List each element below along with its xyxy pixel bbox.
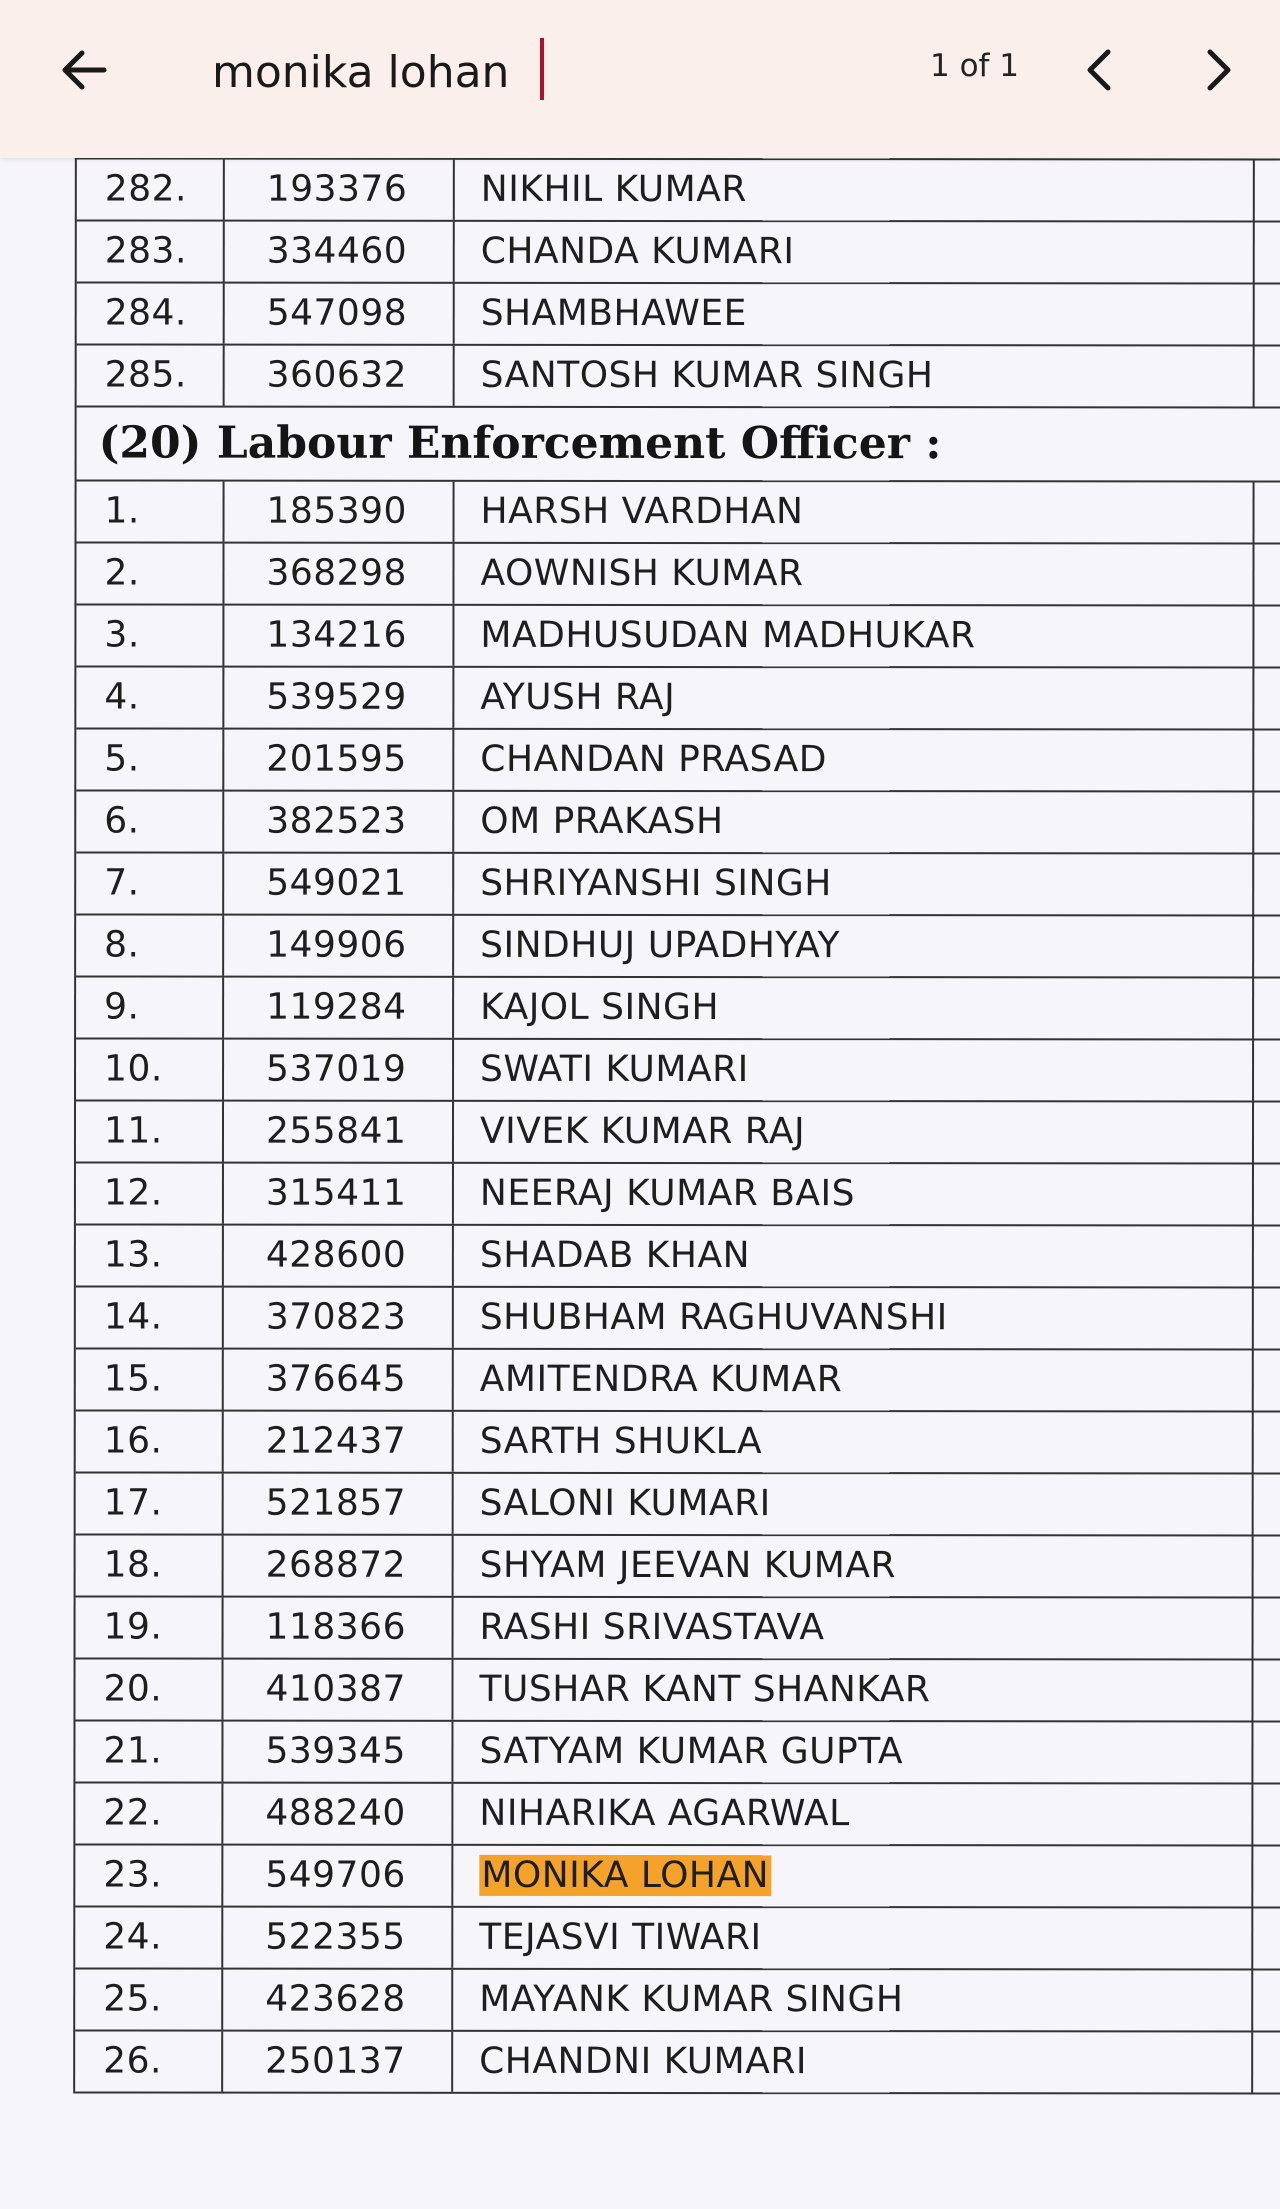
serial-number: 19.	[103, 1606, 163, 1648]
roll-number: 488240	[221, 1784, 451, 1844]
roll-number: 521857	[222, 1474, 452, 1534]
roll-number: 119284	[222, 978, 452, 1038]
roll-number: 423628	[221, 1970, 451, 2030]
candidate-name: SATYAM KUMAR GUPTA	[451, 1722, 1280, 1783]
table-row	[76, 915, 1280, 978]
table-row	[77, 481, 1280, 544]
next-match-button[interactable]	[1178, 30, 1258, 110]
serial-number: 284.	[104, 292, 187, 334]
table-row	[76, 605, 1280, 668]
candidate-name: SHRIYANSHI SINGH	[452, 854, 1280, 915]
roll-number: 376645	[222, 1350, 452, 1410]
table-row	[76, 1597, 1280, 1660]
serial-number: 4.	[104, 676, 140, 718]
serial-number: 12.	[103, 1172, 163, 1214]
serial-number: 1.	[104, 490, 140, 532]
table-edge-column	[1251, 1723, 1280, 1783]
arrow-left-icon	[58, 44, 110, 96]
candidate-name: SWATI KUMARI	[452, 1040, 1280, 1101]
table-edge-column	[1252, 1289, 1280, 1349]
roll-number: 539345	[221, 1722, 451, 1782]
table-edge-column	[1252, 669, 1280, 729]
table-edge-column	[1252, 1413, 1280, 1473]
candidate-name: SHADAB KHAN	[452, 1226, 1280, 1287]
table-row	[77, 283, 1280, 346]
serial-number: 283.	[104, 230, 187, 272]
serial-number: 2.	[104, 552, 140, 594]
serial-number: 13.	[103, 1234, 163, 1276]
chevron-left-icon	[1078, 44, 1122, 96]
roll-number: 149906	[222, 916, 452, 976]
candidate-name: TEJASVI TIWARI	[451, 1908, 1280, 1969]
roll-number: 549021	[222, 854, 452, 914]
table-edge-column	[1252, 917, 1280, 977]
serial-number: 18.	[103, 1544, 163, 1586]
search-match-highlight: MONIKA LOHAN	[481, 1854, 770, 1897]
previous-match-button[interactable]	[1060, 30, 1140, 110]
roll-number: 522355	[221, 1908, 451, 1968]
table-row	[76, 729, 1280, 792]
result-table	[73, 157, 1280, 2094]
table-row	[76, 1163, 1280, 1226]
table-row	[75, 1907, 1280, 1970]
text-caret	[540, 38, 544, 100]
roll-number: 212437	[222, 1412, 452, 1472]
roll-number: 134216	[222, 606, 452, 666]
candidate-name: MADHUSUDAN MADHUKAR	[452, 606, 1280, 667]
candidate-name: NEERAJ KUMAR BAIS	[452, 1164, 1280, 1225]
serial-number: 5.	[104, 738, 140, 780]
table-edge-column	[1251, 1847, 1280, 1907]
table-edge-column	[1252, 1041, 1280, 1101]
section-heading: (20) Labour Enforcement Officer :	[98, 417, 942, 470]
table-edge-column	[1252, 607, 1280, 667]
serial-number: 17.	[103, 1482, 163, 1524]
table-row	[76, 543, 1280, 606]
serial-number: 9.	[104, 986, 140, 1028]
serial-number: 23.	[103, 1854, 163, 1896]
candidate-name: SHYAM JEEVAN KUMAR	[452, 1536, 1280, 1597]
table-row	[75, 1659, 1280, 1722]
table-edge-column	[1253, 483, 1280, 543]
table-row	[76, 1411, 1280, 1474]
table-row	[76, 1535, 1280, 1598]
match-count: 1 of 1	[930, 48, 1020, 84]
candidate-name: SALONI KUMARI	[452, 1474, 1280, 1535]
candidate-name: VIVEK KUMAR RAJ	[452, 1102, 1280, 1163]
table-edge-column	[1251, 1785, 1280, 1845]
candidate-name: AYUSH RAJ	[452, 668, 1280, 729]
table-edge-column	[1252, 1227, 1280, 1287]
candidate-name: HARSH VARDHAN	[453, 482, 1280, 543]
serial-number: 25.	[103, 1978, 163, 2020]
table-row	[76, 1039, 1280, 1102]
roll-number: 193376	[223, 160, 453, 220]
table-row	[76, 1473, 1280, 1536]
roll-number: 547098	[223, 284, 453, 344]
back-button[interactable]	[44, 30, 124, 110]
table-edge-column	[1252, 1599, 1280, 1659]
table-edge-column	[1252, 1537, 1280, 1597]
table-edge-column	[1251, 1661, 1280, 1721]
roll-number: 539529	[222, 668, 452, 728]
roll-number: 185390	[223, 482, 453, 542]
table-row	[76, 977, 1280, 1040]
roll-number: 250137	[221, 2032, 451, 2092]
serial-number: 20.	[103, 1668, 163, 1710]
table-row	[76, 1349, 1280, 1412]
roll-number: 268872	[222, 1536, 452, 1596]
table-row	[75, 1783, 1280, 1846]
serial-number: 3.	[104, 614, 140, 656]
roll-number: 315411	[222, 1164, 452, 1224]
table-edge-column	[1252, 1351, 1280, 1411]
roll-number: 428600	[222, 1226, 452, 1286]
serial-number: 24.	[103, 1916, 163, 1958]
candidate-name: CHANDA KUMARI	[453, 222, 1280, 283]
candidate-name	[451, 1846, 1280, 1907]
table-row	[77, 159, 1280, 222]
table-edge-column	[1251, 1909, 1280, 1969]
candidate-name: AMITENDRA KUMAR	[452, 1350, 1280, 1411]
table-edge-column	[1252, 731, 1280, 791]
serial-number: 21.	[103, 1730, 163, 1772]
roll-number: 410387	[221, 1660, 451, 1720]
serial-number: 14.	[103, 1296, 163, 1338]
table-row	[77, 345, 1280, 408]
table-row	[76, 791, 1280, 854]
roll-number: 334460	[223, 222, 453, 282]
find-in-page-bar	[0, 0, 1280, 158]
serial-number: 282.	[104, 168, 187, 210]
candidate-name: KAJOL SINGH	[452, 978, 1280, 1039]
table-row	[77, 221, 1280, 284]
table-row	[75, 2031, 1280, 2094]
serial-number: 7.	[104, 862, 140, 904]
table-edge-column	[1252, 793, 1280, 853]
table-row	[76, 667, 1280, 730]
table-edge-column	[1252, 1103, 1280, 1163]
table-row	[76, 1101, 1280, 1164]
candidate-name: SHUBHAM RAGHUVANSHI	[452, 1288, 1280, 1349]
roll-number: 255841	[222, 1102, 452, 1162]
serial-number: 8.	[104, 924, 140, 966]
roll-number: 118366	[222, 1598, 452, 1658]
candidate-name: RASHI SRIVASTAVA	[452, 1598, 1280, 1659]
candidate-name: SANTOSH KUMAR SINGH	[453, 346, 1280, 407]
candidate-name: TUSHAR KANT SHANKAR	[451, 1660, 1280, 1721]
section-heading-row	[77, 407, 1280, 482]
serial-number: 10.	[104, 1048, 163, 1090]
roll-number: 360632	[223, 346, 453, 406]
roll-number: 537019	[222, 1040, 452, 1100]
candidate-name: MAYANK KUMAR SINGH	[451, 1970, 1280, 2031]
table-row	[75, 1721, 1280, 1784]
serial-number: 22.	[103, 1792, 163, 1834]
table-row	[76, 1287, 1280, 1350]
table-edge-column	[1251, 2033, 1280, 2093]
serial-number: 285.	[104, 354, 187, 396]
table-edge-column	[1252, 979, 1280, 1039]
table-row	[76, 1225, 1280, 1288]
candidate-name: SHAMBHAWEE	[453, 284, 1280, 345]
table-row	[75, 1845, 1280, 1908]
candidate-name: CHANDNI KUMARI	[451, 2032, 1280, 2093]
candidate-name: OM PRAKASH	[452, 792, 1280, 853]
serial-number: 26.	[103, 2040, 162, 2082]
search-input[interactable]	[212, 36, 852, 108]
candidate-name: NIHARIKA AGARWAL	[451, 1784, 1280, 1845]
candidate-name: SARTH SHUKLA	[452, 1412, 1280, 1473]
table-edge-column	[1252, 545, 1280, 605]
table-row	[75, 1969, 1280, 2032]
serial-number: 15.	[103, 1358, 163, 1400]
candidate-name: CHANDAN PRASAD	[452, 730, 1280, 791]
table-edge-column	[1252, 1165, 1280, 1225]
roll-number: 549706	[221, 1846, 451, 1906]
table-edge-column	[1252, 855, 1280, 915]
serial-number: 16.	[103, 1420, 163, 1462]
serial-number: 11.	[103, 1110, 163, 1152]
candidate-name: SINDHUJ UPADHYAY	[452, 916, 1280, 977]
roll-number: 382523	[222, 792, 452, 852]
table-edge-column	[1253, 285, 1280, 345]
table-edge-column	[1253, 161, 1280, 221]
table-edge-column	[1253, 347, 1280, 407]
table-row	[76, 853, 1280, 916]
roll-number: 368298	[222, 544, 452, 604]
table-edge-column	[1252, 1475, 1280, 1535]
chevron-right-icon	[1196, 44, 1240, 96]
roll-number: 370823	[222, 1288, 452, 1348]
table-edge-column	[1251, 1971, 1280, 2031]
roll-number: 201595	[222, 730, 452, 790]
document-page[interactable]	[0, 158, 1280, 2209]
table-edge-column	[1253, 223, 1280, 283]
serial-number: 6.	[104, 800, 140, 842]
candidate-name: AOWNISH KUMAR	[452, 544, 1280, 605]
candidate-name: NIKHIL KUMAR	[453, 160, 1280, 221]
